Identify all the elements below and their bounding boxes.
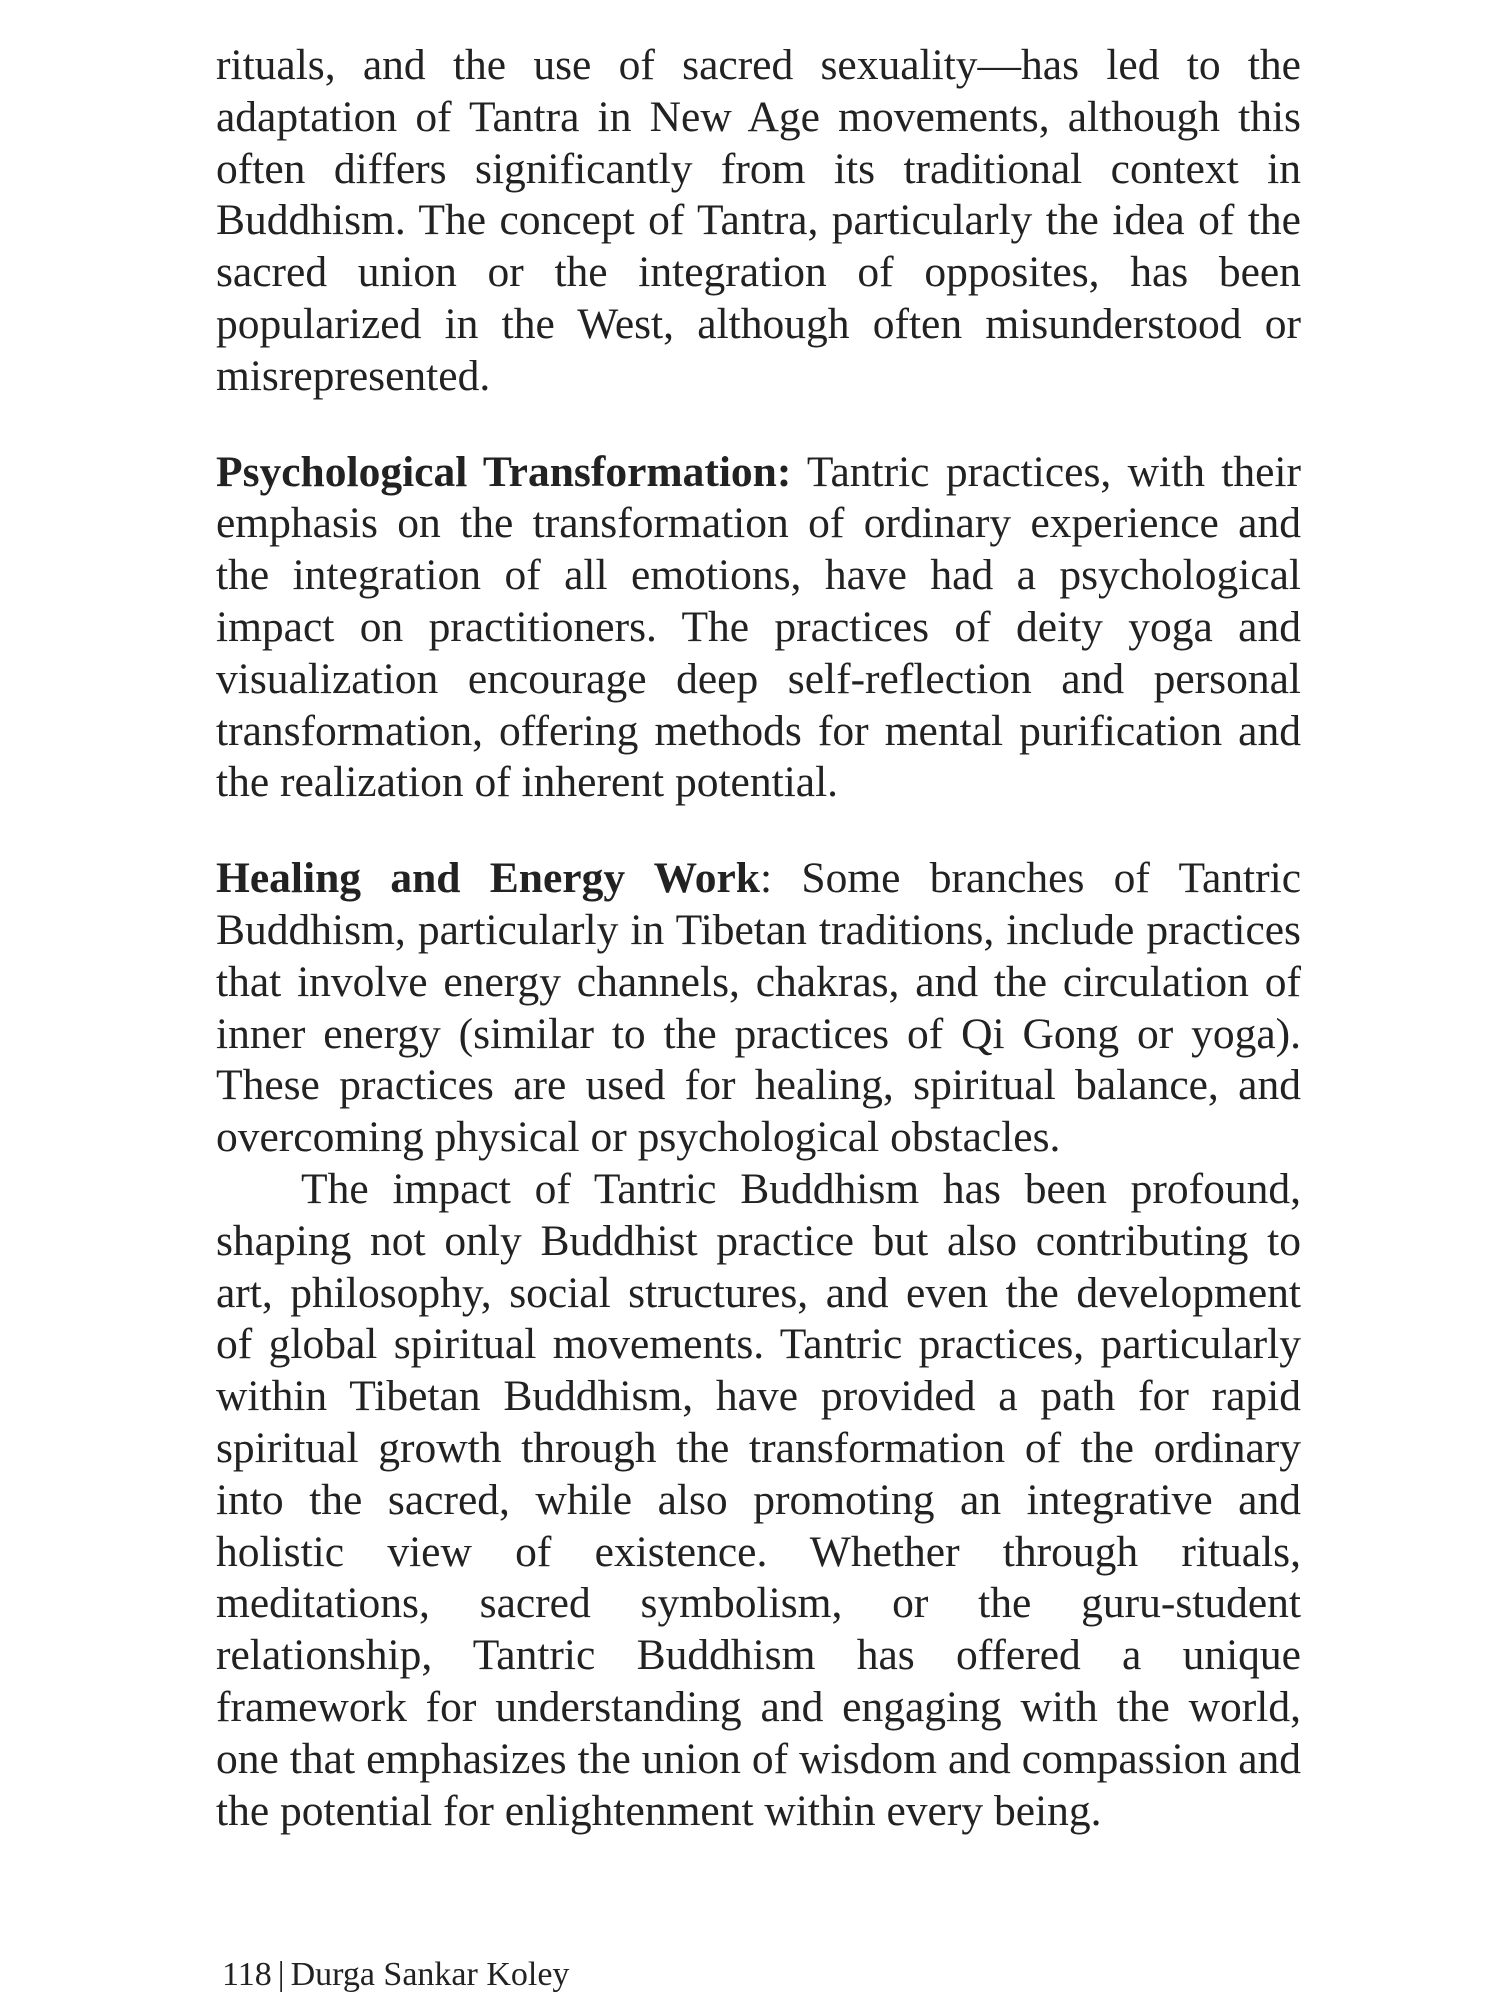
page-number: 118 [222, 1956, 272, 1993]
page-body [216, 40, 1301, 1837]
paragraph-text: rituals, and the use of sacred sexuality—has led to the adaptation of Tantra in New Age movements, although this often differs significantly from its traditional context in Buddhism. The concept of Tantra, particularly the idea of the sacred union or the integration of opposites, has been popularized in the West, although often misunderstood or misrepresented. [216, 41, 1301, 400]
paragraph-text: The impact of Tantric Buddhism has been profound, shaping not only Buddhist practice but also contributing to art, philosophy, social structures, and even the development of global spiritual movements. Tantric practices, particularly within Tibetan Buddhism, have provided a path for rapid spiritual growth through the transformation of the ordinary into the sacred, while also promoting an integrative and holistic view of existence. Whether through rituals, meditations, sacred symbolism, or the guru-student relationship, Tantric Buddhism has offered a unique framework for understanding and engaging with the world, one that emphasizes the union of wisdom and compassion and the potential for enlightenment within every being. [216, 1164, 1301, 1835]
paragraph-text: : Some branches of Tantric Buddhism, particularly in Tibetan traditions, include practices that involve energy channels, chakras, and the circulation of inner energy (similar to the practices of Qi Gong or yoga). These practices are used for healing, spiritual balance, and overcoming physical or psychological obstacles. [216, 854, 1302, 1162]
paragraph-text: Tantric practices, with their emphasis on the transformation of ordinary experience and the integration of all emotions, have had a psychological impact on practitioners. The practices of deity yoga and visualization encourage deep self-reflection and personal transformation, offering methods for mental purification and the realization of inherent potential. [216, 447, 1301, 807]
paragraph-impact-conclusion [216, 1164, 1301, 1837]
page-footer [222, 1955, 569, 1995]
paragraph-tantra-new-age [216, 40, 1301, 403]
paragraph-heading: Psychological Transformation: [216, 447, 792, 496]
paragraph-psychological-transformation [216, 447, 1301, 810]
author-name: Durga Sankar Koley [290, 1956, 570, 1993]
paragraph-healing-energy-work [216, 853, 1301, 1164]
paragraph-heading: Healing and Energy Work [216, 854, 760, 903]
footer-separator: | [277, 1956, 285, 1993]
